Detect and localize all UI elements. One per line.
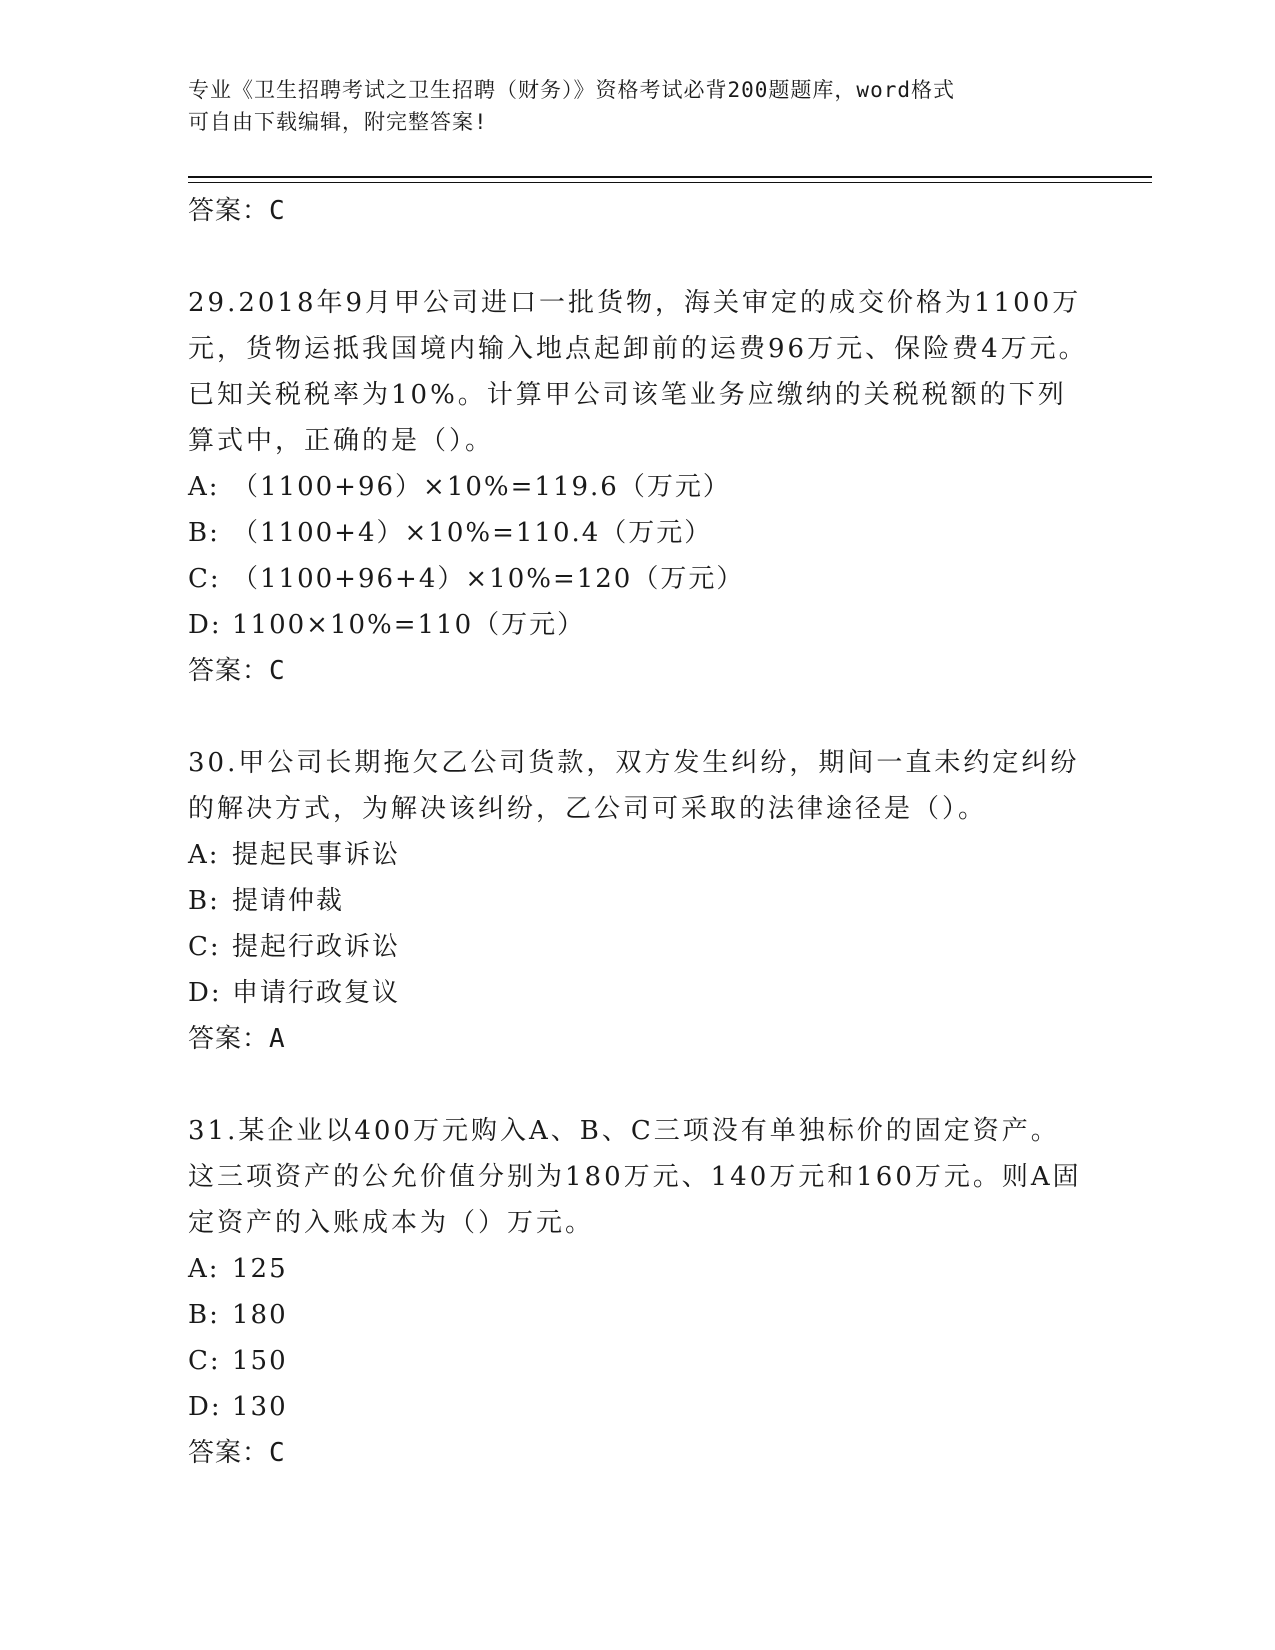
option-text: 提请仲裁 [232,886,345,916]
option-b [188,1292,1088,1338]
option-letter: A: [188,472,220,502]
option-b [188,878,1088,924]
answer: 答案：A [188,1024,286,1054]
header-divider-thin [188,182,1152,183]
option-a [188,832,1088,878]
page-header [188,74,1088,138]
option-text: 申请行政复议 [232,978,401,1008]
option-text: 150 [232,1346,288,1376]
option-letter: B: [188,886,220,916]
question-stem: 29.2018年9月甲公司进口一批货物，海关审定的成交价格为1100万元，货物运抵我国境内输入地点起卸前的运费96万元、保险费4万元。已知关税税率为10%。计算甲公司该笔业务应缴纳的关税税额的下列算式中，正确的是（）。 [188,288,1088,456]
question-30 [188,740,1088,1062]
option-d [188,970,1088,1016]
option-text: （1100+96+4）×10%=120（万元） [232,564,745,594]
option-text: 提起民事诉讼 [232,840,401,870]
document-body [188,188,1088,1476]
answer: 答案：C [188,1438,286,1468]
option-text: 130 [232,1392,288,1422]
option-letter: B: [188,1300,220,1330]
option-letter: C: [188,564,221,594]
previous-answer: 答案：C [188,196,286,226]
option-text: 提起行政诉讼 [232,932,401,962]
option-letter: C: [188,932,221,962]
header-title-line-1: 专业《卫生招聘考试之卫生招聘（财务）》资格考试必背200题题库，word格式 [188,78,955,102]
option-c [188,924,1088,970]
option-letter: A: [188,1254,220,1284]
option-text: （1100+4）×10%=110.4（万元） [232,518,713,548]
option-a [188,1246,1088,1292]
header-divider [188,176,1152,178]
answer: 答案：C [188,656,286,686]
option-text: 180 [232,1300,288,1330]
option-text: （1100+96）×10%=119.6（万元） [232,472,731,502]
option-letter: D: [188,610,222,640]
option-d [188,1384,1088,1430]
option-letter: D: [188,978,222,1008]
option-letter: C: [188,1346,221,1376]
option-b [188,510,1088,556]
question-stem: 30.甲公司长期拖欠乙公司货款，双方发生纠纷，期间一直未约定纠纷的解决方式，为解决该纠纷，乙公司可采取的法律途径是（）。 [188,748,1080,824]
header-title-line-2: 可自由下载编辑，附完整答案! [188,110,488,134]
option-text: 1100×10%=110（万元） [232,610,586,640]
option-text: 125 [232,1254,288,1284]
option-c [188,1338,1088,1384]
option-c [188,556,1088,602]
option-letter: B: [188,518,220,548]
option-letter: A: [188,840,220,870]
question-31 [188,1108,1088,1476]
option-d [188,602,1088,648]
option-letter: D: [188,1392,222,1422]
option-a [188,464,1088,510]
question-29 [188,280,1088,694]
question-stem: 31.某企业以400万元购入A、B、C三项没有单独标价的固定资产。这三项资产的公允价值分别为180万元、140万元和160万元。则A固定资产的入账成本为（）万元。 [188,1116,1082,1238]
